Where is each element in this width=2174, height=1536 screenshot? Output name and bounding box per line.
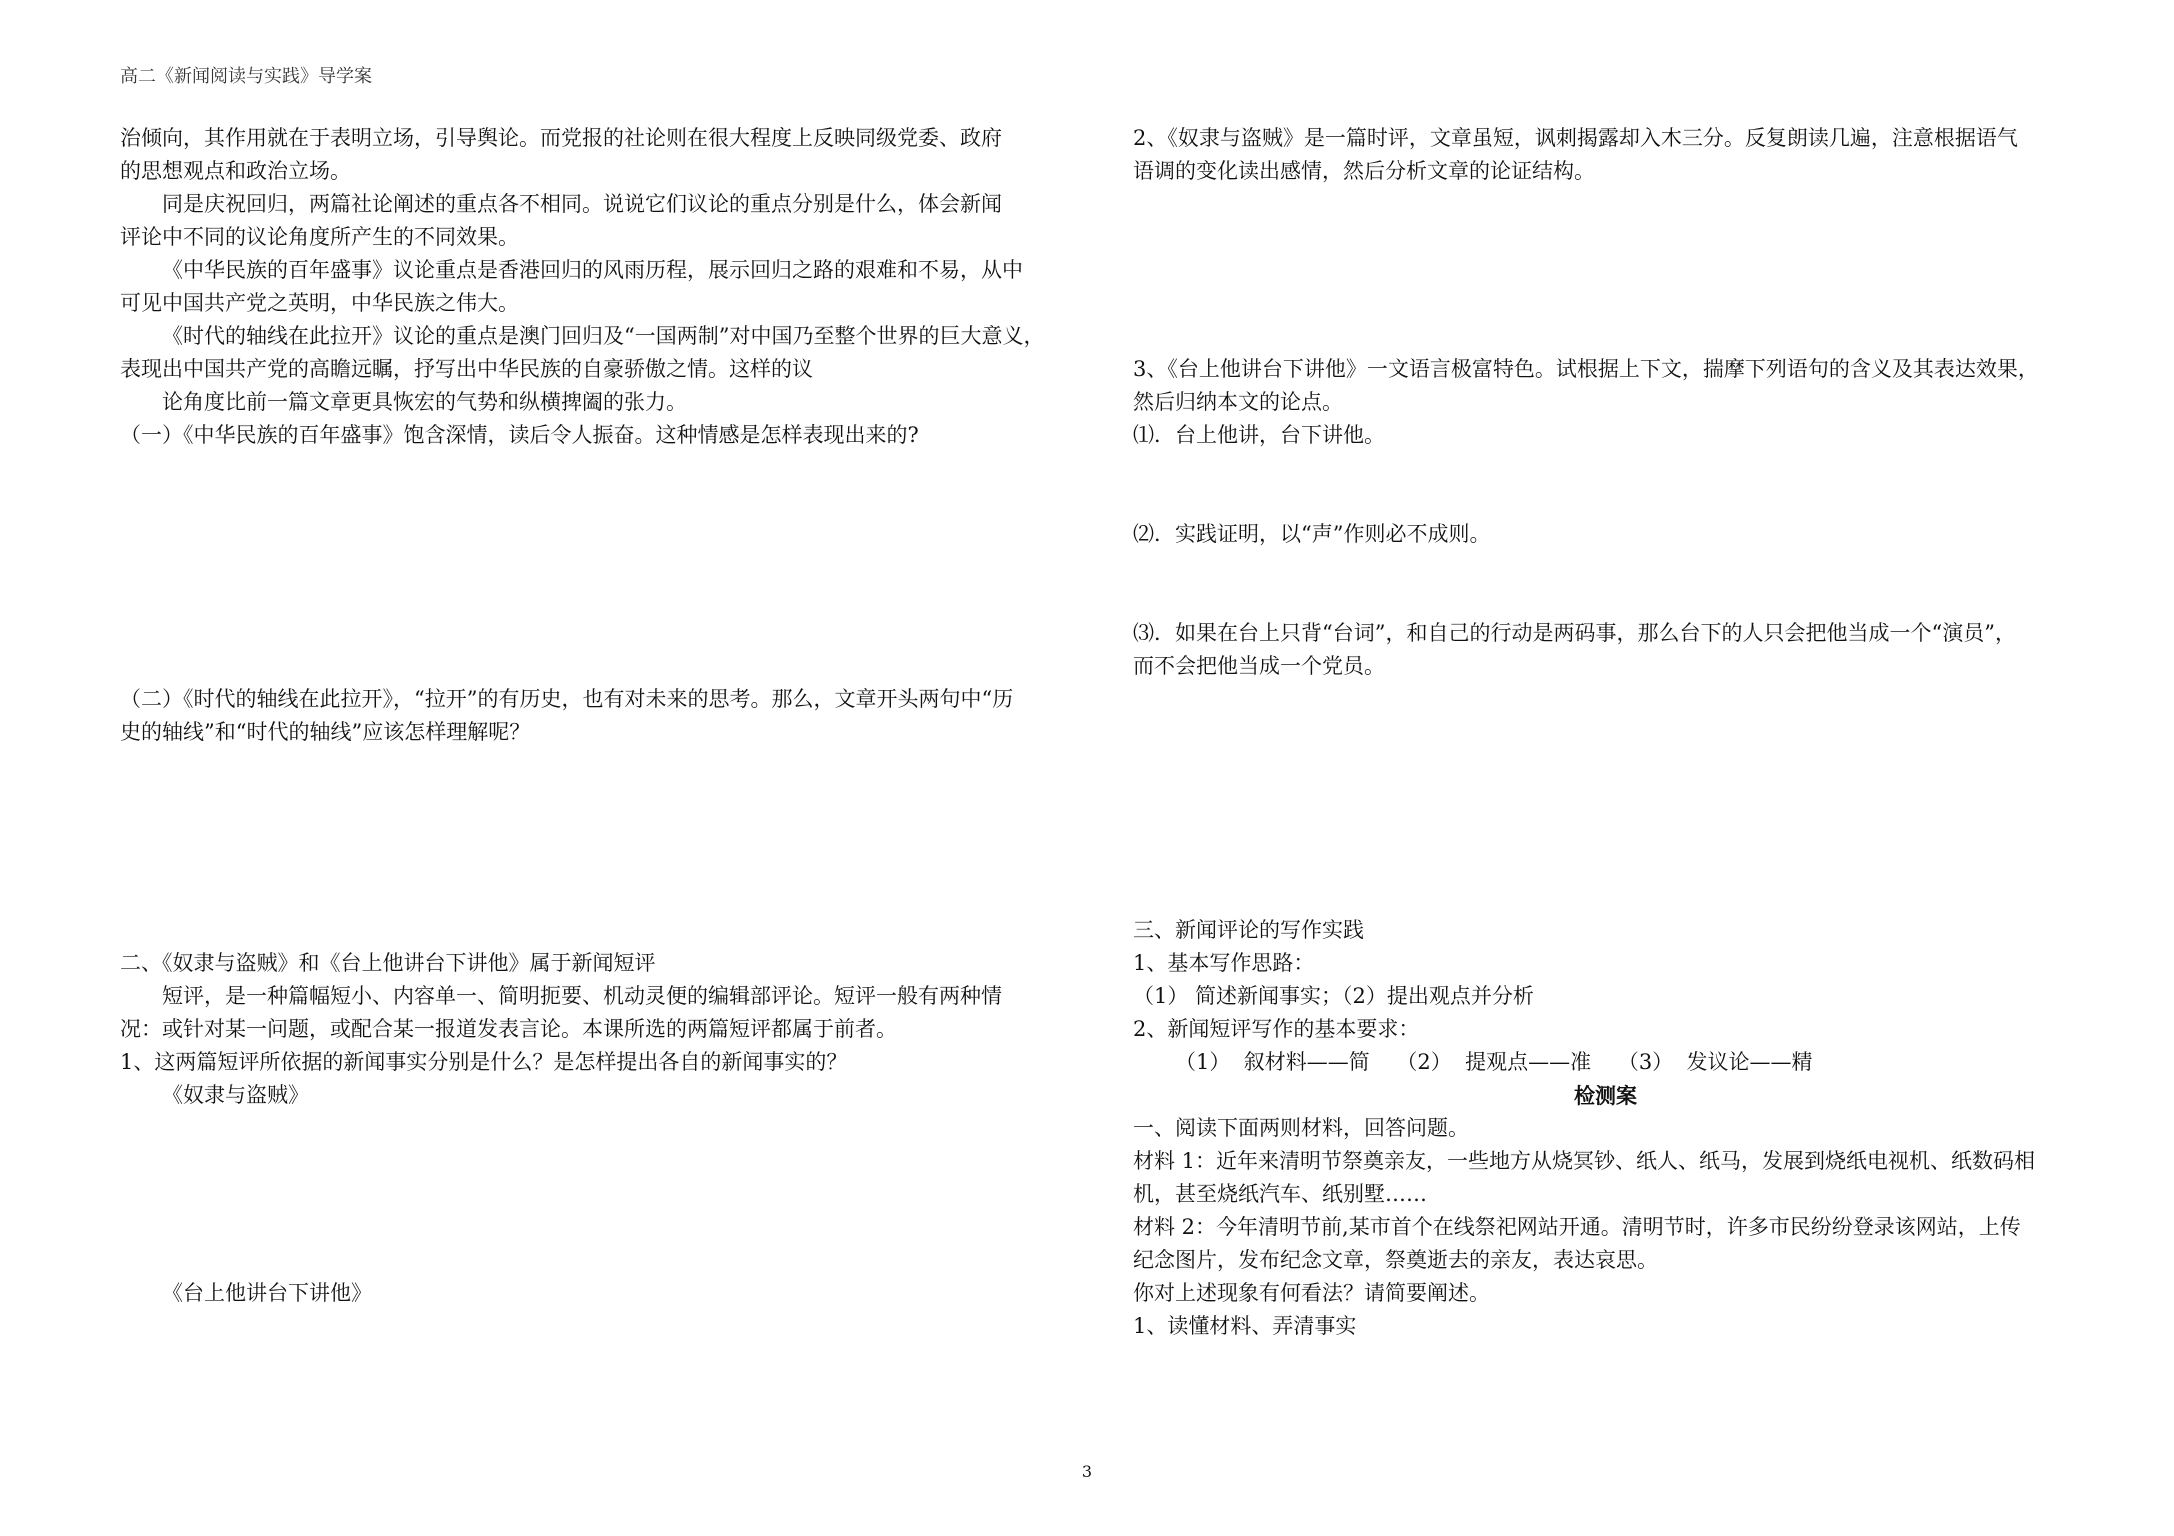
question-3-item-3: ⑶．如果在台上只背“台词”，和自己的行动是两码事，那么台下的人只会把他当成一个“演员”， (1133, 621, 2016, 645)
left-column (120, 122, 1075, 1310)
question-3-item-3: 而不会把他当成一个党员。 (1133, 654, 1385, 678)
text-line: 可见中国共产党之英明，中华民族之伟大。 (120, 291, 519, 315)
text-line: 一、阅读下面两则材料，回答问题。 (1133, 1116, 1469, 1140)
text-line: 论角度比前一篇文章更具恢宏的气势和纵横捭阖的张力。 (162, 390, 687, 414)
text-line: 1、基本写作思路： (1133, 951, 1315, 975)
answer-space (1133, 551, 2078, 617)
material-1: 材料 1：近年来清明节祭奠亲友，一些地方从烧冥钞、纸人、纸马，发展到烧纸电视机、纸数码相 (1133, 1149, 2036, 1173)
test-section-title: 检测案 (1574, 1083, 1637, 1108)
answer-space (120, 749, 1075, 947)
question-2-line: 语调的变化读出感情，然后分析文章的论证结构。 (1133, 159, 1595, 183)
question-2-line: （二）《时代的轴线在此拉开》，“拉开”的有历史，也有对未来的思考。那么，文章开头两句中“历 (120, 687, 1014, 711)
section-3-title: 三、新闻评论的写作实践 (1133, 918, 1364, 942)
text-line: 短评，是一种篇幅短小、内容单一、简明扼要、机动灵便的编辑部评论。短评一般有两种情 (162, 984, 1002, 1008)
answer-space (120, 1112, 1075, 1277)
question-2-line: 史的轴线”和“时代的轴线”应该怎样理解呢？ (120, 720, 531, 744)
article-title: 《奴隶与盗贼》 (162, 1083, 309, 1107)
text-line: 《中华民族的百年盛事》议论重点是香港回归的风雨历程，展示回归之路的艰难和不易，从中 (162, 258, 1023, 282)
text-line: 2、新闻短评写作的基本要求： (1133, 1017, 1420, 1041)
text-line: 同是庆祝回归，两篇社论阐述的重点各不相同。说说它们议论的重点分别是什么，体会新闻 (162, 192, 1002, 216)
question-3-line: 然后归纳本文的论点。 (1133, 390, 1343, 414)
page-header: 高二《新闻阅读与实践》导学案 (120, 66, 372, 87)
answer-space (1133, 452, 2078, 518)
material-2: 纪念图片，发布纪念文章，祭奠逝去的亲友，表达哀思。 (1133, 1248, 1658, 1272)
text-line: 治倾向，其作用就在于表明立场，引导舆论。而党报的社论则在很大程度上反映同级党委、政府 (120, 126, 1002, 150)
article-title: 《台上他讲台下讲他》 (162, 1281, 372, 1305)
text-line: （1） 简述新闻事实；（2）提出观点并分析 (1133, 984, 1534, 1008)
text-line: 你对上述现象有何看法？请简要阐述。 (1133, 1281, 1490, 1305)
answer-space (1133, 188, 2078, 353)
section-2-title: 二、《奴隶与盗贼》和《台上他讲台下讲他》属于新闻短评 (120, 951, 656, 975)
section-2-question-1: 1、这两篇短评所依据的新闻事实分别是什么？是怎样提出各自的新闻事实的？ (120, 1050, 848, 1074)
text-line: 表现出中国共产党的高瞻远瞩，抒写出中华民族的自豪骄傲之情。这样的议 (120, 357, 813, 381)
text-line: 评论中不同的议论角度所产生的不同效果。 (120, 225, 519, 249)
question-1: （一）《中华民族的百年盛事》饱含深情，读后令人振奋。这种情感是怎样表现出来的? (120, 423, 919, 447)
text-line: 况：或针对某一问题，或配合某一报道发表言论。本课所选的两篇短评都属于前者。 (120, 1017, 897, 1041)
page-number: 3 (1081, 1462, 1093, 1481)
text-line: （1） 叙材料——简 （2） 提观点——准 （3） 发议论——精 (1175, 1050, 1813, 1074)
text-line: 《时代的轴线在此拉开》议论的重点是澳门回归及“一国两制”对中国乃至整个世界的巨大意义， (162, 324, 1045, 348)
material-2: 材料 2：今年清明节前,某市首个在线祭祀网站开通。清明节时，许多市民纷纷登录该网站，上传 (1133, 1215, 2021, 1239)
question-2-line: 2、《奴隶与盗贼》是一篇时评，文章虽短，讽刺揭露却入木三分。反复朗读几遍，注意根据语气 (1133, 126, 2018, 150)
text-line: 1、读懂材料、弄清事实 (1133, 1314, 1357, 1338)
text-line: 的思想观点和政治立场。 (120, 159, 351, 183)
right-column (1133, 122, 2078, 1343)
question-3-item-2: ⑵．实践证明，以“声”作则必不成则。 (1133, 522, 1491, 546)
question-3-line: 3、《台上他讲台下讲他》一文语言极富特色。试根据上下文，揣摩下列语句的含义及其表达效果， (1133, 357, 2039, 381)
answer-space (120, 452, 1075, 683)
material-1: 机，甚至烧纸汽车、纸别墅…… (1133, 1182, 1427, 1206)
question-3-item-1: ⑴．台上他讲，台下讲他。 (1133, 423, 1385, 447)
answer-space (1133, 683, 2078, 914)
